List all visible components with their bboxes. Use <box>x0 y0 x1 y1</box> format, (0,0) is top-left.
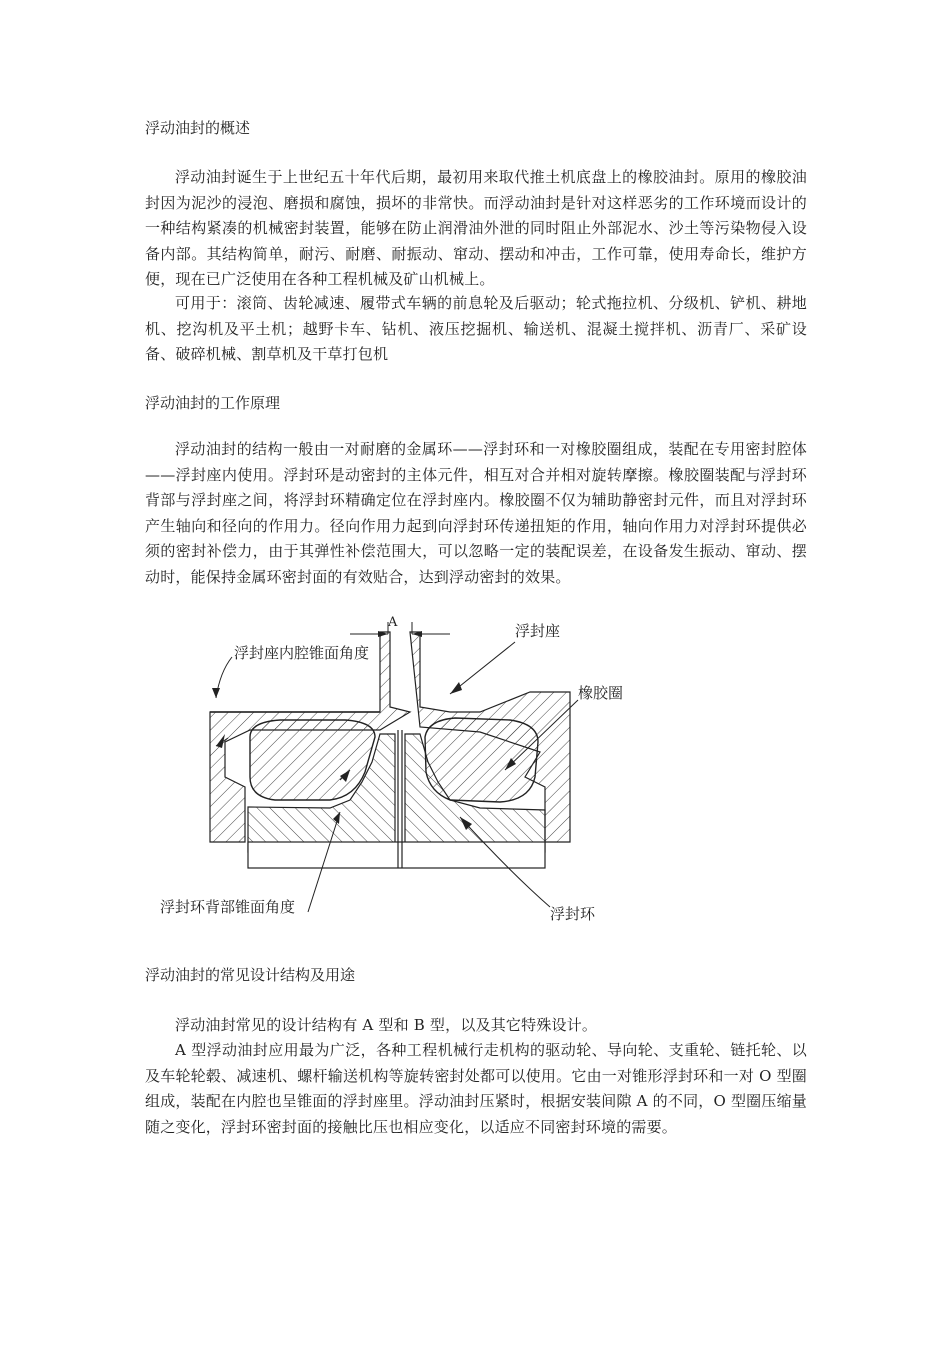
section-heading-principle: 浮动油封的工作原理 <box>145 394 281 412</box>
ring-back-cone-angle-label: 浮封环背部锥面角度 <box>160 898 296 916</box>
seal-diagram <box>150 612 650 932</box>
rubber-ring-label: 橡胶圈 <box>578 684 624 702</box>
seal-cross-section-figure <box>150 612 650 932</box>
paragraph-designs-intro: 浮动油封常见的设计结构有 A 型和 B 型，以及其它特殊设计。 <box>175 1016 598 1034</box>
paragraph-overview-applications: 可用于：滚筒、齿轮减速、履带式车辆的前息轮及后驱动；轮式拖拉机、分级机、铲机、耕地机、挖沟机及平土机；越野卡车、钻机、液压挖掘机、输送机、混凝土搅拌机、沥青厂、采矿设备、破碎机械、割草机及干草打包机 <box>145 294 807 363</box>
right-rubber-ring <box>425 718 538 802</box>
left-rubber-ring <box>250 720 375 800</box>
gap-a-label: A <box>388 615 398 630</box>
paragraph-designs-type-a: A 型浮动油封应用最为广泛，各种工程机械行走机构的驱动轮、导向轮、支重轮、链托轮、以及车轮轮毂、减速机、螺杆输送机构等旋转密封处都可以使用。它由一对锥形浮封环和一对 O 型圈组成，装配在内腔也呈锥面的浮封座里。浮动油封压紧时，根据安装间隙 A 的不同，O 型圈压缩量随之变化，浮封环密封面的接触比压也相应变化，以适应不同密封环境的需要。 <box>145 1041 807 1136</box>
section-heading-overview: 浮动油封的概述 <box>145 119 251 137</box>
section-heading-designs: 浮动油封的常见设计结构及用途 <box>145 966 356 984</box>
seat-cone-angle-label: 浮封座内腔锥面角度 <box>234 644 370 662</box>
paragraph-principle: 浮动油封的结构一般由一对耐磨的金属环——浮封环和一对橡胶圈组成，装配在专用密封腔体——浮封座内使用。浮封环是动密封的主体元件，相互对合并相对旋转摩擦。橡胶圈装配与浮封环背部与浮封座之间，将浮封环精确定位在浮封座内。橡胶圈不仅为辅助静密封元件，而且对浮封环产生轴向和径向的作用力。径向作用力起到向浮封环传递扭矩的作用，轴向作用力对浮封环提供必须的密封补偿力，由于其弹性补偿范围大，可以忽略一定的装配误差，在设备发生振动、窜动、摆动时，能保持金属环密封面的有效贴合，达到浮动密封的效果。 <box>145 440 807 586</box>
seal-ring-label: 浮封环 <box>550 905 596 923</box>
paragraph-overview-intro: 浮动油封诞生于上世纪五十年代后期，最初用来取代推土机底盘上的橡胶油封。原用的橡胶油封因为泥沙的浸泡、磨损和腐蚀，损坏的非常快。而浮动油封是针对这样恶劣的工作环境而设计的一种结构紧凑的机械密封装置，能够在防止润滑油外泄的同时阻止外部泥水、沙土等污染物侵入设备内部。其结构简单，耐污、耐磨、耐振动、窜动、摆动和冲击，工作可靠，使用寿命长，维护方便，现在已广泛使用在各种工程机械及矿山机械上。 <box>145 168 807 288</box>
bottom-frame <box>248 842 545 868</box>
seal-seat-label: 浮封座 <box>515 622 561 640</box>
